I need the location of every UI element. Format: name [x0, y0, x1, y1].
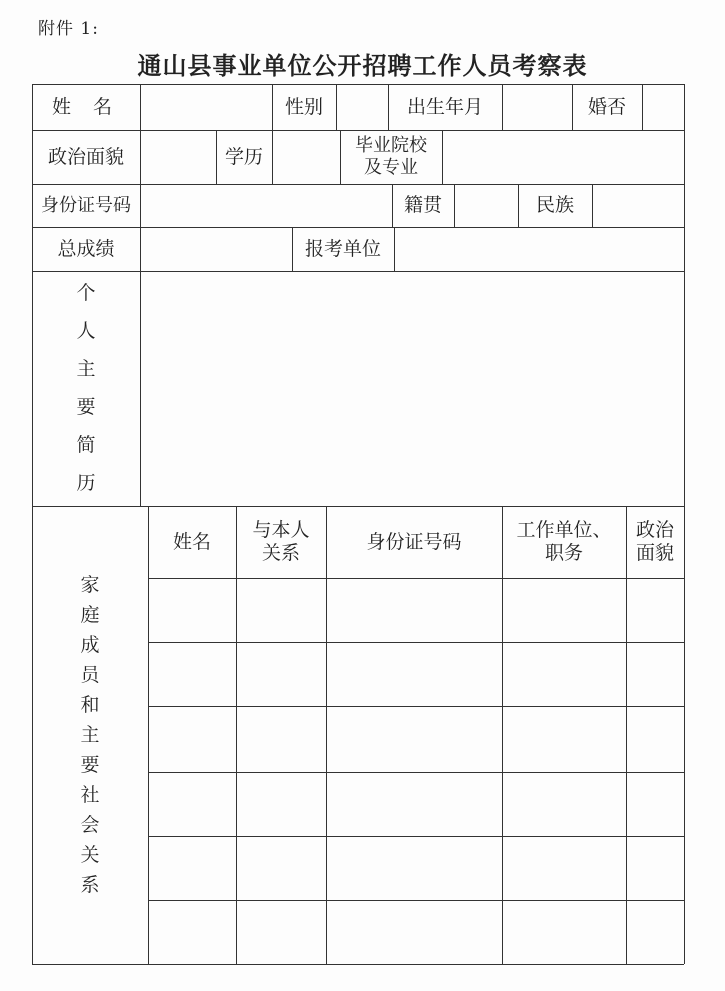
political-status-field[interactable] — [140, 130, 216, 184]
resume-label-char: 人 — [76, 320, 96, 342]
native-place-field[interactable] — [454, 184, 518, 227]
resume-label — [32, 271, 140, 506]
political-status-label: 政治面貌 — [47, 145, 124, 168]
name-field[interactable] — [140, 84, 272, 130]
applied-unit-field[interactable] — [394, 227, 684, 271]
form-title: 通山县事业单位公开招聘工作人员考察表 — [137, 52, 588, 80]
col-political-line2: 面貌 — [635, 542, 674, 564]
birth-field[interactable] — [502, 84, 572, 130]
col-relation-line2: 关系 — [261, 542, 300, 564]
resume-label-char: 个 — [76, 282, 96, 304]
grid-line — [148, 706, 684, 707]
family-relations-label — [32, 506, 148, 964]
family-col-id — [326, 506, 502, 578]
applied-unit-label: 报考单位 — [304, 237, 381, 260]
grid-line — [148, 836, 684, 837]
education-field[interactable] — [272, 130, 340, 184]
resume-label-char: 历 — [76, 472, 96, 494]
col-work-line2: 职务 — [544, 542, 583, 564]
family-label-char: 庭 — [80, 603, 100, 626]
school-label-line2: 及专业 — [364, 157, 418, 178]
total-score-field[interactable] — [140, 227, 292, 271]
family-col-name — [148, 506, 236, 578]
inspection-form-table — [32, 84, 684, 964]
family-label-char: 员 — [80, 663, 100, 686]
birth-label: 出生年月 — [406, 95, 483, 118]
attachment-label: 附件 1: — [38, 19, 99, 39]
col-name-line1: 姓名 — [172, 530, 211, 553]
school-major-field[interactable] — [442, 130, 684, 184]
family-label-char: 关 — [80, 843, 100, 866]
ethnicity-field[interactable] — [592, 184, 684, 227]
id-number-field[interactable] — [140, 184, 392, 227]
resume-field[interactable] — [140, 271, 684, 506]
family-label-char: 成 — [80, 633, 100, 656]
grid-line — [148, 900, 684, 901]
id-number-label: 身份证号码 — [41, 194, 131, 216]
family-label-char: 家 — [80, 573, 100, 596]
resume-label-char: 主 — [76, 358, 96, 380]
family-label-char: 会 — [80, 813, 100, 836]
ethnicity-label: 民族 — [535, 194, 574, 217]
grid-line — [148, 578, 684, 579]
family-label-char: 主 — [80, 723, 100, 746]
gender-label: 性别 — [284, 95, 323, 118]
col-id-line1: 身份证号码 — [366, 530, 462, 553]
resume-label-char: 要 — [76, 396, 96, 418]
family-col-work — [502, 506, 626, 578]
col-relation-line1: 与本人 — [252, 519, 310, 542]
grid-line — [148, 642, 684, 643]
marital-label: 婚否 — [587, 95, 626, 118]
name-label: 姓 名 — [51, 95, 121, 118]
family-label-char: 要 — [80, 753, 100, 776]
total-score-label: 总成绩 — [57, 237, 115, 260]
family-label-char: 系 — [80, 873, 100, 896]
school-major-label — [340, 130, 442, 184]
native-place-label: 籍贯 — [403, 194, 442, 217]
family-label-char: 社 — [80, 783, 100, 806]
family-col-relation — [236, 506, 326, 578]
col-political-line1: 政治 — [635, 519, 674, 542]
grid-line — [32, 964, 684, 965]
grid-line — [684, 84, 685, 964]
gender-field[interactable] — [336, 84, 388, 130]
col-work-line1: 工作单位、 — [516, 519, 612, 542]
marital-field[interactable] — [642, 84, 684, 130]
grid-line — [148, 772, 684, 773]
resume-label-char: 简 — [76, 434, 96, 456]
school-label-line1: 毕业院校 — [355, 135, 427, 157]
family-label-char: 和 — [80, 693, 100, 716]
family-col-political — [626, 506, 684, 578]
education-label: 学历 — [224, 145, 263, 168]
